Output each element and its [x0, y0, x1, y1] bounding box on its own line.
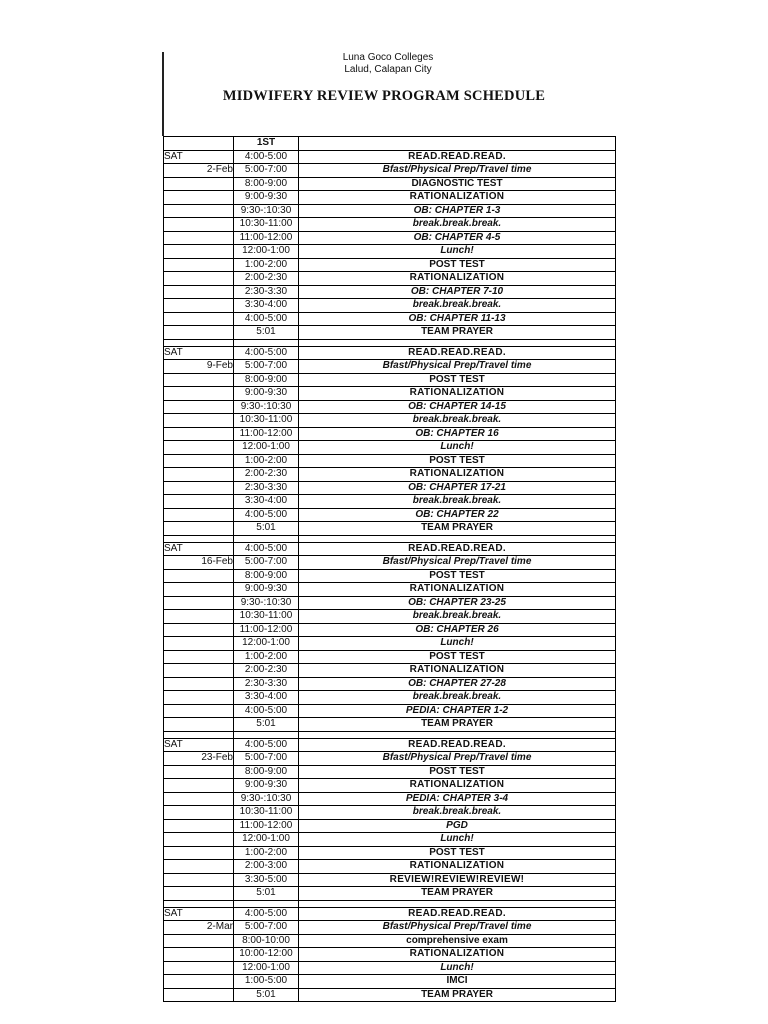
- activity: TEAM PRAYER: [299, 326, 616, 340]
- empty-cell: [164, 508, 234, 522]
- time-slot: 4:00-5:00: [234, 907, 299, 921]
- time-slot: 10:30-11:00: [234, 414, 299, 428]
- schedule-row: [164, 610, 616, 624]
- time-slot: 5:00-7:00: [234, 164, 299, 178]
- time-slot: 3:30-4:00: [234, 691, 299, 705]
- empty-cell: [164, 860, 234, 874]
- schedule-row: [164, 677, 616, 691]
- time-slot: 3:30-5:00: [234, 873, 299, 887]
- activity: RATIONALIZATION: [299, 583, 616, 597]
- activity: OB: CHAPTER 27-28: [299, 677, 616, 691]
- activity: break.break.break.: [299, 806, 616, 820]
- activity: comprehensive exam: [299, 934, 616, 948]
- schedule-row: [164, 481, 616, 495]
- empty-cell: [164, 312, 234, 326]
- school-name: Luna Goco Colleges: [342, 52, 434, 63]
- time-slot: 5:01: [234, 522, 299, 536]
- empty-cell: [164, 664, 234, 678]
- separator-cell: [299, 900, 616, 907]
- day-separator: [164, 731, 616, 738]
- empty-cell: [164, 677, 234, 691]
- schedule-row: [164, 285, 616, 299]
- separator-cell: [234, 535, 299, 542]
- empty-cell: [164, 326, 234, 340]
- time-slot: 12:00-1:00: [234, 637, 299, 651]
- activity: OB: CHAPTER 14-15: [299, 400, 616, 414]
- activity: break.break.break.: [299, 299, 616, 313]
- time-slot: 4:00-5:00: [234, 150, 299, 164]
- activity: PEDIA: CHAPTER 1-2: [299, 704, 616, 718]
- activity: RATIONALIZATION: [299, 387, 616, 401]
- activity: Lunch!: [299, 833, 616, 847]
- schedule-table: [163, 136, 616, 1002]
- empty-cell: [164, 806, 234, 820]
- empty-cell: [164, 846, 234, 860]
- schedule-row: [164, 792, 616, 806]
- schedule-row: [164, 860, 616, 874]
- week-header-activity: [299, 137, 616, 151]
- time-slot: 2:00-2:30: [234, 664, 299, 678]
- empty-cell: [164, 765, 234, 779]
- time-slot: 1:00-2:00: [234, 258, 299, 272]
- activity: OB: CHAPTER 23-25: [299, 596, 616, 610]
- schedule-row: [164, 664, 616, 678]
- date-label: 2-Mar: [164, 921, 234, 935]
- activity: RATIONALIZATION: [299, 779, 616, 793]
- activity: OB: CHAPTER 26: [299, 623, 616, 637]
- time-slot: 10:30-11:00: [234, 610, 299, 624]
- empty-cell: [164, 975, 234, 989]
- activity: OB: CHAPTER 4-5: [299, 231, 616, 245]
- activity: DIAGNOSTIC TEST: [299, 177, 616, 191]
- empty-cell: [164, 779, 234, 793]
- empty-cell: [164, 948, 234, 962]
- activity: Bfast/Physical Prep/Travel time: [299, 556, 616, 570]
- empty-cell: [164, 218, 234, 232]
- time-slot: 4:00-5:00: [234, 346, 299, 360]
- schedule-row: [164, 387, 616, 401]
- schedule-row: [164, 569, 616, 583]
- separator-cell: [234, 900, 299, 907]
- empty-cell: [164, 887, 234, 901]
- time-slot: 9:30-:10:30: [234, 400, 299, 414]
- schedule-row: [164, 907, 616, 921]
- activity: IMCI: [299, 975, 616, 989]
- schedule-row: [164, 312, 616, 326]
- empty-cell: [164, 481, 234, 495]
- activity: POST TEST: [299, 846, 616, 860]
- schedule-row: [164, 441, 616, 455]
- time-slot: 2:30-3:30: [234, 481, 299, 495]
- schedule-row: [164, 231, 616, 245]
- time-slot: 11:00-12:00: [234, 623, 299, 637]
- separator-cell: [164, 535, 234, 542]
- activity: RATIONALIZATION: [299, 468, 616, 482]
- empty-cell: [164, 400, 234, 414]
- time-slot: 3:30-4:00: [234, 299, 299, 313]
- activity: OB: CHAPTER 17-21: [299, 481, 616, 495]
- time-slot: 2:30-3:30: [234, 285, 299, 299]
- activity: READ.READ.READ.: [299, 907, 616, 921]
- time-slot: 3:30-4:00: [234, 495, 299, 509]
- time-slot: 2:00-2:30: [234, 468, 299, 482]
- activity: OB: CHAPTER 22: [299, 508, 616, 522]
- time-slot: 4:00-5:00: [234, 542, 299, 556]
- empty-cell: [164, 495, 234, 509]
- schedule-row: [164, 806, 616, 820]
- empty-cell: [164, 204, 234, 218]
- activity: Bfast/Physical Prep/Travel time: [299, 360, 616, 374]
- time-slot: 2:30-3:30: [234, 677, 299, 691]
- activity: Bfast/Physical Prep/Travel time: [299, 921, 616, 935]
- empty-cell: [164, 718, 234, 732]
- time-slot: 2:00-3:00: [234, 860, 299, 874]
- schedule-row: [164, 738, 616, 752]
- date-label: 9-Feb: [164, 360, 234, 374]
- separator-cell: [164, 339, 234, 346]
- date-label: 16-Feb: [164, 556, 234, 570]
- empty-cell: [164, 522, 234, 536]
- activity: RATIONALIZATION: [299, 272, 616, 286]
- time-slot: 5:00-7:00: [234, 752, 299, 766]
- empty-cell: [164, 792, 234, 806]
- activity: Bfast/Physical Prep/Travel time: [299, 164, 616, 178]
- time-slot: 8:00-9:00: [234, 569, 299, 583]
- schedule-row: [164, 427, 616, 441]
- time-slot: 8:00-9:00: [234, 373, 299, 387]
- time-slot: 9:30-:10:30: [234, 204, 299, 218]
- schedule-row: [164, 508, 616, 522]
- empty-cell: [164, 873, 234, 887]
- activity: REVIEW!REVIEW!REVIEW!: [299, 873, 616, 887]
- day-label: SAT: [164, 738, 234, 752]
- empty-cell: [164, 468, 234, 482]
- schedule-row: [164, 921, 616, 935]
- empty-cell: [164, 258, 234, 272]
- schedule-row: [164, 414, 616, 428]
- separator-cell: [234, 339, 299, 346]
- time-slot: 5:01: [234, 988, 299, 1002]
- time-slot: 1:00-2:00: [234, 846, 299, 860]
- empty-cell: [164, 610, 234, 624]
- time-slot: 9:00-9:30: [234, 583, 299, 597]
- activity: OB: CHAPTER 11-13: [299, 312, 616, 326]
- time-slot: 4:00-5:00: [234, 704, 299, 718]
- empty-cell: [164, 961, 234, 975]
- schedule-row: [164, 988, 616, 1002]
- schedule-row: [164, 542, 616, 556]
- date-label: 2-Feb: [164, 164, 234, 178]
- activity: POST TEST: [299, 454, 616, 468]
- schedule-row: [164, 400, 616, 414]
- schedule-row: [164, 177, 616, 191]
- empty-cell: [164, 454, 234, 468]
- time-slot: 1:00-2:00: [234, 454, 299, 468]
- empty-cell: [164, 245, 234, 259]
- schedule-row: [164, 833, 616, 847]
- empty-cell: [164, 691, 234, 705]
- week-label: 1ST: [234, 137, 299, 151]
- activity: TEAM PRAYER: [299, 887, 616, 901]
- activity: TEAM PRAYER: [299, 718, 616, 732]
- empty-cell: [164, 623, 234, 637]
- schedule-row: [164, 691, 616, 705]
- day-label: SAT: [164, 150, 234, 164]
- activity: break.break.break.: [299, 691, 616, 705]
- activity: Lunch!: [299, 637, 616, 651]
- empty-cell: [164, 414, 234, 428]
- schedule-row: [164, 718, 616, 732]
- date-label: 23-Feb: [164, 752, 234, 766]
- activity: OB: CHAPTER 16: [299, 427, 616, 441]
- time-slot: 5:01: [234, 718, 299, 732]
- time-slot: 9:00-9:30: [234, 387, 299, 401]
- activity: PGD: [299, 819, 616, 833]
- activity: RATIONALIZATION: [299, 948, 616, 962]
- school-location: Lalud, Calapan City: [344, 64, 432, 75]
- schedule-row: [164, 637, 616, 651]
- time-slot: 10:00-12:00: [234, 948, 299, 962]
- schedule-row: [164, 258, 616, 272]
- empty-cell: [164, 299, 234, 313]
- empty-cell: [164, 934, 234, 948]
- empty-cell: [164, 231, 234, 245]
- schedule-row: [164, 373, 616, 387]
- activity: OB: CHAPTER 1-3: [299, 204, 616, 218]
- activity: Lunch!: [299, 961, 616, 975]
- separator-cell: [299, 731, 616, 738]
- activity: POST TEST: [299, 373, 616, 387]
- empty-cell: [164, 272, 234, 286]
- activity: break.break.break.: [299, 218, 616, 232]
- schedule-row: [164, 961, 616, 975]
- schedule-row: [164, 346, 616, 360]
- activity: break.break.break.: [299, 495, 616, 509]
- day-label: SAT: [164, 907, 234, 921]
- schedule-row: [164, 218, 616, 232]
- activity: OB: CHAPTER 7-10: [299, 285, 616, 299]
- day-label: SAT: [164, 346, 234, 360]
- time-slot: 9:00-9:30: [234, 191, 299, 205]
- schedule-row: [164, 164, 616, 178]
- activity: break.break.break.: [299, 610, 616, 624]
- empty-cell: [164, 569, 234, 583]
- activity: READ.READ.READ.: [299, 738, 616, 752]
- schedule-row: [164, 948, 616, 962]
- time-slot: 11:00-12:00: [234, 427, 299, 441]
- schedule-row: [164, 583, 616, 597]
- schedule-row: [164, 765, 616, 779]
- schedule-row: [164, 752, 616, 766]
- activity: POST TEST: [299, 569, 616, 583]
- time-slot: 5:00-7:00: [234, 921, 299, 935]
- activity: POST TEST: [299, 765, 616, 779]
- schedule-row: [164, 360, 616, 374]
- activity: READ.READ.READ.: [299, 346, 616, 360]
- activity: RATIONALIZATION: [299, 860, 616, 874]
- day-separator: [164, 535, 616, 542]
- separator-cell: [234, 731, 299, 738]
- schedule-row: [164, 556, 616, 570]
- schedule-row: [164, 934, 616, 948]
- schedule-body: [164, 137, 616, 1002]
- empty-cell: [164, 285, 234, 299]
- empty-cell: [164, 819, 234, 833]
- activity: TEAM PRAYER: [299, 988, 616, 1002]
- schedule-row: [164, 623, 616, 637]
- activity: Bfast/Physical Prep/Travel time: [299, 752, 616, 766]
- time-slot: 5:01: [234, 887, 299, 901]
- time-slot: 8:00-10:00: [234, 934, 299, 948]
- schedule-row: [164, 150, 616, 164]
- time-slot: 11:00-12:00: [234, 819, 299, 833]
- time-slot: 11:00-12:00: [234, 231, 299, 245]
- empty-cell: [164, 650, 234, 664]
- day-separator: [164, 900, 616, 907]
- empty-cell: [164, 441, 234, 455]
- day-separator: [164, 339, 616, 346]
- schedule-row: [164, 204, 616, 218]
- empty-cell: [164, 637, 234, 651]
- week-header-blank: [164, 137, 234, 151]
- empty-cell: [164, 596, 234, 610]
- day-label: SAT: [164, 542, 234, 556]
- empty-cell: [164, 191, 234, 205]
- week-header-row: [164, 137, 616, 151]
- time-slot: 5:01: [234, 326, 299, 340]
- schedule-row: [164, 887, 616, 901]
- schedule-row: [164, 272, 616, 286]
- schedule-row: [164, 975, 616, 989]
- time-slot: 12:00-1:00: [234, 245, 299, 259]
- activity: RATIONALIZATION: [299, 664, 616, 678]
- schedule-row: [164, 522, 616, 536]
- time-slot: 4:00-5:00: [234, 312, 299, 326]
- time-slot: 5:00-7:00: [234, 556, 299, 570]
- schedule-row: [164, 191, 616, 205]
- schedule-row: [164, 454, 616, 468]
- time-slot: 9:00-9:30: [234, 779, 299, 793]
- separator-cell: [299, 535, 616, 542]
- empty-cell: [164, 833, 234, 847]
- page-title: MIDWIFERY REVIEW PROGRAM SCHEDULE: [222, 88, 546, 104]
- time-slot: 9:30-:10:30: [234, 596, 299, 610]
- empty-cell: [164, 387, 234, 401]
- separator-cell: [164, 900, 234, 907]
- time-slot: 12:00-1:00: [234, 961, 299, 975]
- activity: TEAM PRAYER: [299, 522, 616, 536]
- activity: POST TEST: [299, 650, 616, 664]
- activity: RATIONALIZATION: [299, 191, 616, 205]
- time-slot: 8:00-9:00: [234, 765, 299, 779]
- schedule-row: [164, 596, 616, 610]
- time-slot: 4:00-5:00: [234, 738, 299, 752]
- time-slot: 4:00-5:00: [234, 508, 299, 522]
- schedule-row: [164, 326, 616, 340]
- activity: PEDIA: CHAPTER 3-4: [299, 792, 616, 806]
- schedule-row: [164, 245, 616, 259]
- time-slot: 2:00-2:30: [234, 272, 299, 286]
- empty-cell: [164, 427, 234, 441]
- empty-cell: [164, 583, 234, 597]
- schedule-row: [164, 650, 616, 664]
- schedule-row: [164, 495, 616, 509]
- time-slot: 8:00-9:00: [234, 177, 299, 191]
- schedule-row: [164, 468, 616, 482]
- empty-cell: [164, 373, 234, 387]
- time-slot: 10:30-11:00: [234, 218, 299, 232]
- time-slot: 9:30-:10:30: [234, 792, 299, 806]
- activity: POST TEST: [299, 258, 616, 272]
- time-slot: 10:30-11:00: [234, 806, 299, 820]
- empty-cell: [164, 704, 234, 718]
- empty-cell: [164, 988, 234, 1002]
- schedule-row: [164, 846, 616, 860]
- activity: Lunch!: [299, 441, 616, 455]
- activity: READ.READ.READ.: [299, 542, 616, 556]
- activity: READ.READ.READ.: [299, 150, 616, 164]
- schedule-row: [164, 779, 616, 793]
- separator-cell: [299, 339, 616, 346]
- time-slot: 12:00-1:00: [234, 833, 299, 847]
- time-slot: 12:00-1:00: [234, 441, 299, 455]
- schedule-row: [164, 819, 616, 833]
- empty-cell: [164, 177, 234, 191]
- schedule-row: [164, 873, 616, 887]
- separator-cell: [164, 731, 234, 738]
- time-slot: 5:00-7:00: [234, 360, 299, 374]
- schedule-row: [164, 299, 616, 313]
- time-slot: 1:00-5:00: [234, 975, 299, 989]
- activity: Lunch!: [299, 245, 616, 259]
- schedule-row: [164, 704, 616, 718]
- time-slot: 1:00-2:00: [234, 650, 299, 664]
- activity: break.break.break.: [299, 414, 616, 428]
